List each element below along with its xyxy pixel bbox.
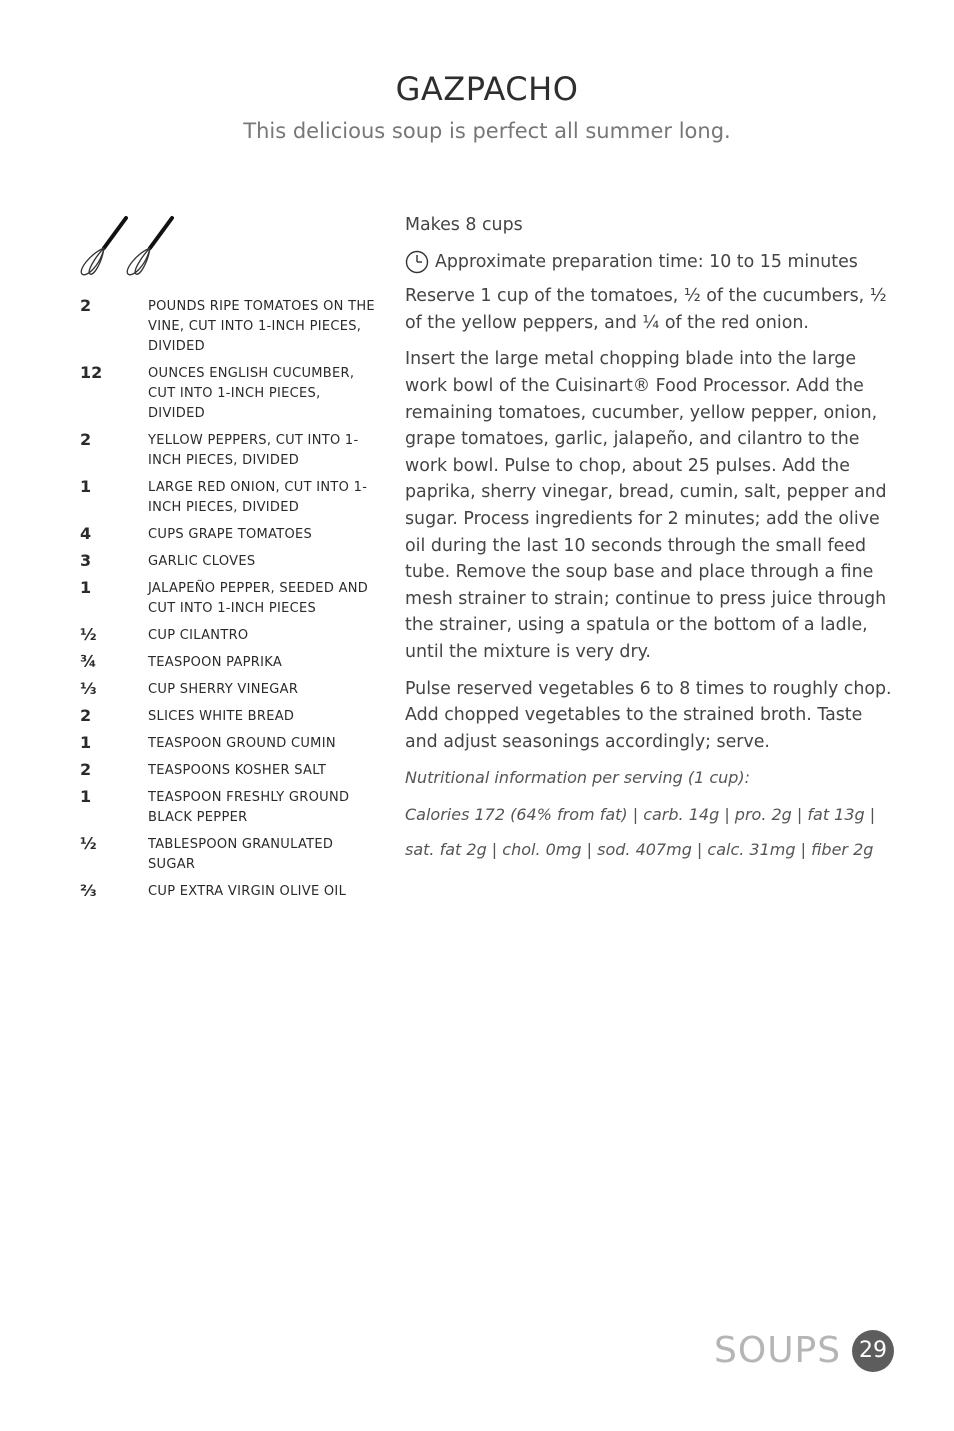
ingredient-quantity: 2 bbox=[80, 430, 92, 449]
ingredient-description: CUP CILANTRO bbox=[148, 628, 249, 643]
whisk-icon bbox=[81, 218, 126, 275]
ingredient-quantity: ¾ bbox=[80, 652, 97, 671]
nutrition-line: Calories 172 (64% from fat) | carb. 14g | pro. 2g | fat 13g | bbox=[405, 804, 876, 824]
ingredient-quantity: 1 bbox=[80, 787, 92, 806]
ingredient-description: OUNCES ENGLISH CUCUMBER, CUT INTO 1-INCH PIECES, DIVIDED bbox=[148, 366, 355, 421]
ingredient-item bbox=[80, 296, 380, 357]
ingredient-quantity: 2 bbox=[80, 296, 92, 315]
ingredient-item bbox=[80, 679, 380, 700]
ingredient-item bbox=[80, 733, 380, 754]
whisk-icon bbox=[127, 218, 172, 275]
ingredient-quantity: 1 bbox=[80, 733, 92, 752]
ingredient-quantity: 2 bbox=[80, 706, 92, 725]
ingredient-list bbox=[80, 296, 380, 908]
ingredient-quantity: 12 bbox=[80, 363, 103, 382]
ingredient-item bbox=[80, 578, 380, 619]
recipe-title: GAZPACHO bbox=[395, 70, 579, 108]
prep-time-text: Approximate preparation time: 10 to 15 minutes bbox=[435, 251, 858, 272]
ingredient-item bbox=[80, 706, 380, 727]
direction-step: Insert the large metal chopping blade into the large work bowl of the Cuisinart® Food Processor. Add the remaining tomatoes, cucumber, yellow pepper, onion, grape tomatoes, garlic, jalapeño, and cilantro to the work bowl. Pulse to chop, about 25 pulses. Add the paprika, sherry vinegar, bread, cumin, salt, pepper and sugar. Process ingredients for 2 minutes; add the olive oil during the last 10 seconds through the small feed tube. Remove the soup base and place through a fine mesh strainer to strain; continue to press juice through the strainer, using a spatula or the bottom of a ladle, until the mixture is very dry. bbox=[405, 349, 887, 662]
yield-text: Makes 8 cups bbox=[405, 215, 523, 235]
ingredient-item bbox=[80, 551, 380, 572]
ingredient-item bbox=[80, 760, 380, 781]
direction-step: Reserve 1 cup of the tomatoes, ½ of the cucumbers, ½ of the yellow peppers, and ¼ of the red onion. bbox=[405, 286, 887, 333]
ingredient-description: CUP SHERRY VINEGAR bbox=[148, 682, 299, 697]
ingredient-description: TEASPOON FRESHLY GROUND BLACK PEPPER bbox=[148, 790, 350, 825]
ingredient-quantity: 3 bbox=[80, 551, 92, 570]
ingredient-item bbox=[80, 787, 380, 828]
ingredient-description: CUP EXTRA VIRGIN OLIVE OIL bbox=[148, 884, 347, 899]
ingredient-item bbox=[80, 477, 380, 518]
ingredient-item bbox=[80, 652, 380, 673]
ingredient-item bbox=[80, 881, 380, 902]
ingredient-description: YELLOW PEPPERS, CUT INTO 1-INCH PIECES, DIVIDED bbox=[148, 433, 359, 468]
ingredient-quantity: 1 bbox=[80, 477, 92, 496]
ingredient-item bbox=[80, 524, 380, 545]
ingredient-quantity: ⅔ bbox=[80, 881, 97, 900]
prep-time-line bbox=[405, 249, 900, 276]
ingredient-description: TEASPOON GROUND CUMIN bbox=[148, 736, 336, 751]
difficulty-rating bbox=[76, 214, 186, 280]
ingredient-quantity: ½ bbox=[80, 625, 97, 644]
ingredient-quantity: 1 bbox=[80, 578, 92, 597]
ingredient-item bbox=[80, 625, 380, 646]
direction-step: Pulse reserved vegetables 6 to 8 times to roughly chop. Add chopped vegetables to the strained broth. Taste and adjust seasonings accordingly; serve. bbox=[405, 678, 892, 752]
ingredient-quantity: ½ bbox=[80, 834, 97, 853]
recipe-subtitle: This delicious soup is perfect all summer long. bbox=[243, 119, 731, 143]
page-number: 29 bbox=[852, 1330, 894, 1372]
ingredient-quantity: 4 bbox=[80, 524, 92, 543]
ingredient-description: CUPS GRAPE TOMATOES bbox=[148, 527, 313, 542]
ingredient-description: JALAPEÑO PEPPER, SEEDED AND CUT INTO 1-INCH PIECES bbox=[148, 581, 369, 616]
ingredient-item bbox=[80, 363, 380, 424]
ingredient-quantity: 2 bbox=[80, 760, 92, 779]
ingredient-description: LARGE RED ONION, CUT INTO 1-INCH PIECES, DIVIDED bbox=[148, 480, 368, 515]
ingredient-description: GARLIC CLOVES bbox=[148, 554, 256, 569]
ingredient-description: TABLESPOON GRANULATED SUGAR bbox=[148, 837, 334, 872]
section-label: SOUPS bbox=[714, 1330, 842, 1371]
ingredient-description: POUNDS RIPE TOMATOES ON THE VINE, CUT INTO 1-INCH PIECES, DIVIDED bbox=[148, 299, 375, 354]
ingredient-item bbox=[80, 430, 380, 471]
clock-icon bbox=[405, 250, 429, 274]
ingredient-description: SLICES WHITE BREAD bbox=[148, 709, 295, 724]
nutrition-line: sat. fat 2g | chol. 0mg | sod. 407mg | calc. 31mg | fiber 2g bbox=[405, 839, 874, 859]
directions-column bbox=[405, 212, 900, 872]
ingredient-item bbox=[80, 834, 380, 875]
ingredient-quantity: ⅓ bbox=[80, 679, 97, 698]
nutrition-heading: Nutritional information per serving (1 cup): bbox=[405, 768, 751, 788]
ingredient-description: TEASPOON PAPRIKA bbox=[148, 655, 283, 670]
ingredient-description: TEASPOONS KOSHER SALT bbox=[148, 763, 327, 778]
